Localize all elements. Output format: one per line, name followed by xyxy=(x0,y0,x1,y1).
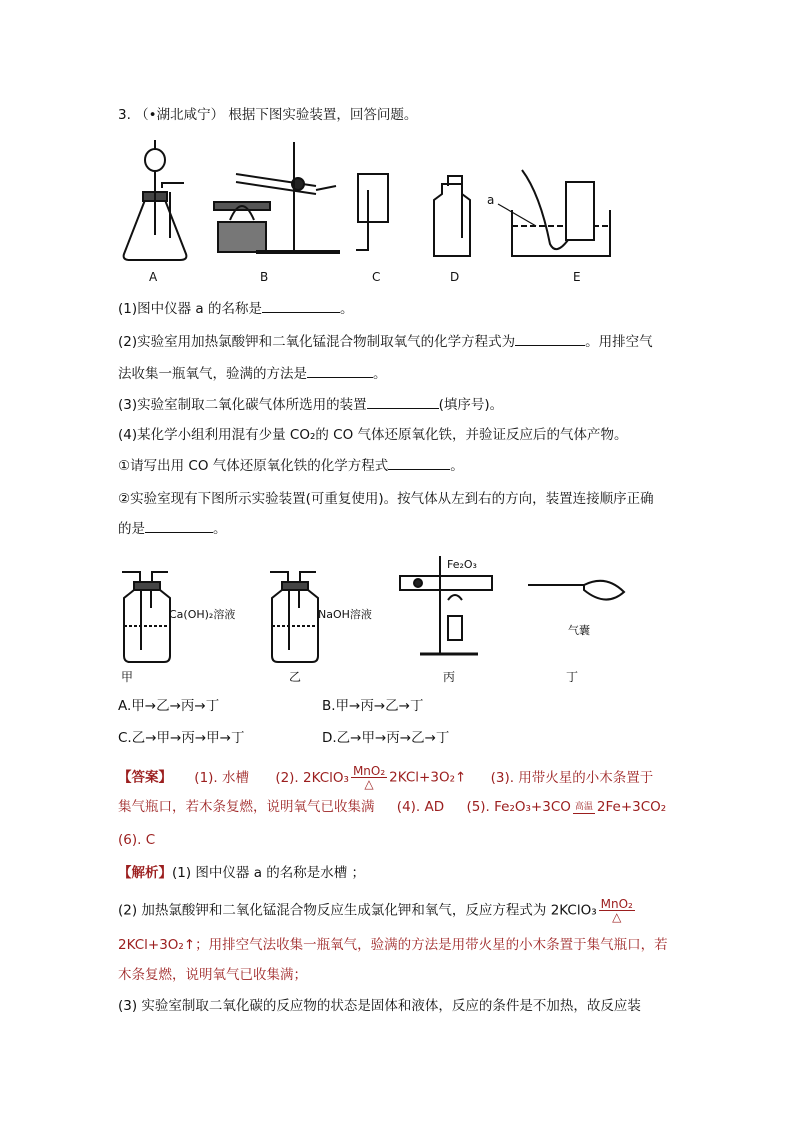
q2-text: (2)实验室用加热氯酸钾和二氧化锰混合物制取氧气的化学方程式为 xyxy=(118,334,516,350)
answer-6: (6). C xyxy=(118,832,156,848)
apparatus-label-c: C xyxy=(372,270,381,284)
answer-1: (1). 水槽 xyxy=(194,769,250,786)
analysis-line-1 xyxy=(118,864,365,882)
answer-line-2 xyxy=(118,798,666,816)
answer-5-condition xyxy=(573,801,595,814)
q4-1-text: ①请写出用 CO 气体还原氧化铁的化学方程式 xyxy=(118,458,389,474)
name-ding: 丁 xyxy=(566,670,579,684)
sub-question-4-2: ②实验室现有下图所示实验装置(可重复使用)。按气体从左到右的方向，装置连接顺序正确 xyxy=(118,491,654,507)
analysis-p2-condition xyxy=(599,898,635,923)
q1-text: (1)图中仪器 a 的名称是 xyxy=(118,301,262,317)
apparatus-label-e: E xyxy=(573,270,581,284)
answer-3-line2: 集气瓶口，若木条复燃，说明氧气已收集满 xyxy=(118,799,375,815)
instrument-a-label: a xyxy=(487,193,495,207)
analysis-line-4: 木条复燃，说明氧气已收集满； xyxy=(118,967,307,983)
q3-tail: (填序号)。 xyxy=(438,397,504,413)
apparatus-label-b: B xyxy=(260,270,269,284)
option-d: D.乙→甲→丙→乙→丁 xyxy=(322,730,450,746)
answer-2-prefix: (2). 2KClO₃ xyxy=(275,769,349,786)
analysis-p1: (1) 图中仪器 a 的名称是水槽 ； xyxy=(172,865,366,881)
bing-drawing xyxy=(400,556,492,654)
q4-2-line2-text: 的是 xyxy=(118,521,145,537)
analysis-p2-prefix: (2) 加热氯酸钾和二氧化锰混合物反应生成氯化钾和氧气，反应方程式为 2KClO₃ xyxy=(118,902,597,919)
answer-line-1 xyxy=(118,765,653,790)
ding-airbag-label: 气囊 xyxy=(568,624,590,637)
answer-tag: 【答案】 xyxy=(118,769,172,786)
answer-3: (3). 用带火星的小木条置于 xyxy=(490,769,654,786)
q4-1-period: 。 xyxy=(450,458,464,474)
q2-tail: 。用排空气 xyxy=(585,334,653,350)
option-b: B.甲→丙→乙→丁 xyxy=(322,698,424,714)
analysis-line-3: 2KCl+3O₂↑；用排空气法收集一瓶氧气，验满的方法是用带火星的小木条置于集气瓶口，若 xyxy=(118,937,668,953)
bing-reagent-label: Fe₂O₃ xyxy=(447,558,477,571)
q4-2-period: 。 xyxy=(213,521,227,537)
q1-period: 。 xyxy=(339,301,354,317)
answer-2-condition xyxy=(351,765,387,790)
apparatus-label-a: A xyxy=(149,270,158,284)
name-bing: 丙 xyxy=(443,670,456,684)
name-yi: 乙 xyxy=(289,670,302,684)
catalyst-label: MnO₂ xyxy=(352,764,386,778)
answer-5-suffix: 2Fe+3CO₂ xyxy=(596,799,667,815)
heat-symbol: △ xyxy=(364,777,374,791)
analysis-heat: △ xyxy=(612,910,622,924)
q2-line2-text: 法收集一瓶氧气，验满的方法是 xyxy=(118,366,307,382)
ding-drawing xyxy=(528,581,624,600)
analysis-catalyst: MnO₂ xyxy=(600,897,633,911)
yi-drawing xyxy=(270,572,318,662)
name-jia: 甲 xyxy=(121,670,134,684)
q2-period: 。 xyxy=(373,366,387,382)
option-c: C.乙→甲→丙→甲→丁 xyxy=(118,730,245,746)
sub-question-4: (4)某化学小组利用混有少量 CO₂的 CO 气体还原氧化铁，并验证反应后的气体产物。 xyxy=(118,427,628,443)
analysis-line-2 xyxy=(118,898,637,923)
answer-2-suffix: 2KCl+3O₂↑ xyxy=(389,769,467,786)
answer-5-prefix: (5). Fe₂O₃+3CO xyxy=(466,799,571,815)
answer-4: (4). AD xyxy=(396,799,445,815)
apparatus-label-d: D xyxy=(450,270,460,284)
jia-drawing xyxy=(122,572,170,662)
high-temp-label: 高温 xyxy=(574,801,593,812)
jia-reagent-label: Ca(OH)₂溶液 xyxy=(169,608,236,621)
q3-text: (3)实验室制取二氧化碳气体所选用的装置 xyxy=(118,397,367,413)
option-a: A.甲→乙→丙→丁 xyxy=(118,698,220,714)
analysis-tag: 【解析】 xyxy=(118,865,172,881)
yi-reagent-label: NaOH溶液 xyxy=(318,608,372,621)
question-header: 3. （•湖北咸宁） 根据下图实验装置，回答问题。 xyxy=(118,107,418,123)
analysis-line-5: (3) 实验室制取二氧化碳的反应物的状态是固体和液体，反应的条件是不加热，故反应装 xyxy=(118,998,641,1014)
